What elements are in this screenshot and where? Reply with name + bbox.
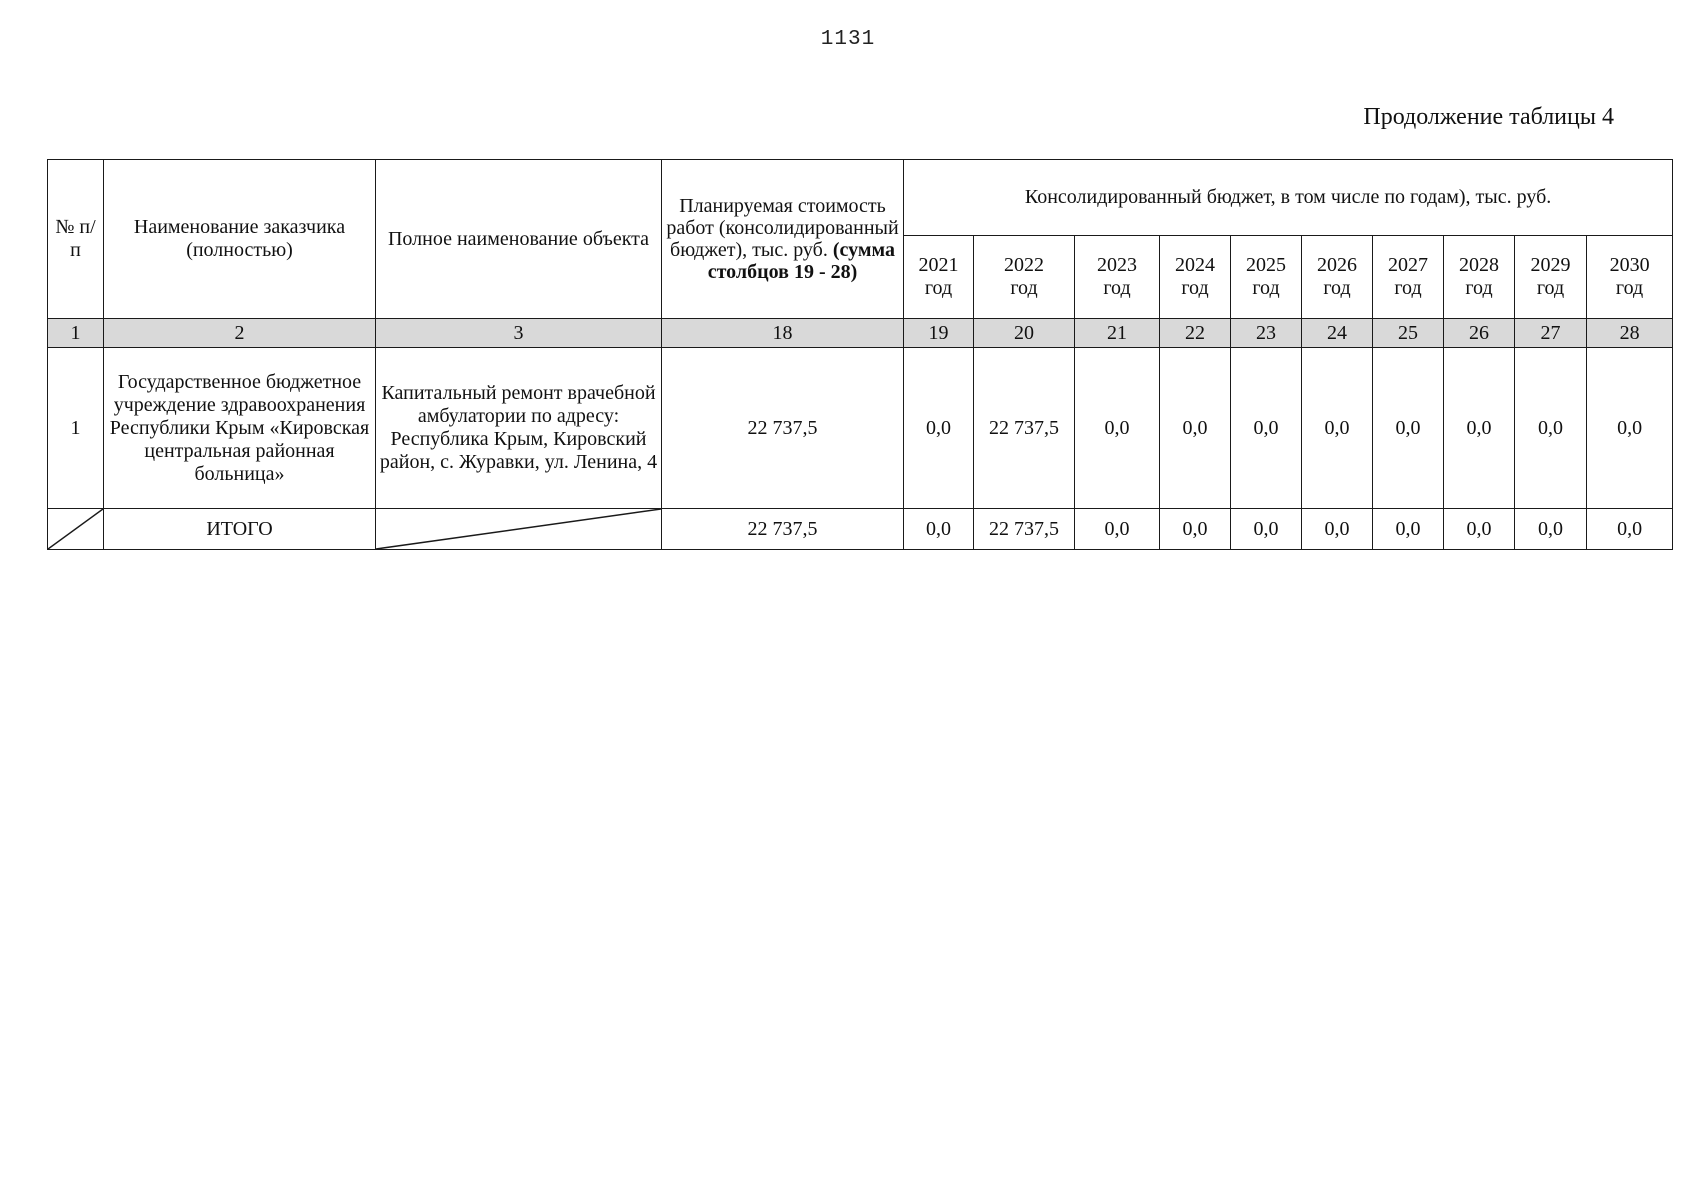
column-number: 20 (974, 319, 1075, 348)
column-number: 25 (1373, 319, 1444, 348)
header-year: 2027 год (1373, 236, 1444, 319)
column-number: 19 (904, 319, 974, 348)
budget-table (47, 159, 1673, 550)
total-year-value: 0,0 (1075, 509, 1160, 550)
total-year-value: 0,0 (1444, 509, 1515, 550)
header-year: 2028 год (1444, 236, 1515, 319)
column-number: 22 (1160, 319, 1231, 348)
total-year-value: 0,0 (1587, 509, 1673, 550)
header-year: 2023 год (1075, 236, 1160, 319)
row-year-value: 0,0 (1444, 348, 1515, 509)
header-planned-cost (662, 160, 904, 319)
column-number: 3 (376, 319, 662, 348)
column-number: 1 (48, 319, 104, 348)
column-number: 26 (1444, 319, 1515, 348)
row-year-value: 0,0 (1373, 348, 1444, 509)
column-number: 2 (104, 319, 376, 348)
column-number: 27 (1515, 319, 1587, 348)
page-number: 1131 (820, 28, 876, 51)
row-year-value: 0,0 (904, 348, 974, 509)
total-crossed-cell (376, 509, 662, 550)
total-year-value: 0,0 (1515, 509, 1587, 550)
header-year: 2026 год (1302, 236, 1373, 319)
total-year-value: 0,0 (1373, 509, 1444, 550)
column-number: 21 (1075, 319, 1160, 348)
header-planned-cost-text: Планируемая стоимость работ (консолидированный бюджет), тыс. руб. (666, 195, 899, 261)
row-year-value: 0,0 (1302, 348, 1373, 509)
column-number: 24 (1302, 319, 1373, 348)
table-row (48, 348, 1673, 509)
table-continuation-label: Продолжение таблицы 4 (1363, 104, 1614, 130)
total-row (48, 509, 1673, 550)
row-year-value: 0,0 (1587, 348, 1673, 509)
header-year: 2029 год (1515, 236, 1587, 319)
total-year-value: 0,0 (1160, 509, 1231, 550)
header-year: 2021 год (904, 236, 974, 319)
row-year-value: 0,0 (1231, 348, 1302, 509)
header-year: 2030 год (1587, 236, 1673, 319)
total-label: ИТОГО (104, 509, 376, 550)
row-year-value: 22 737,5 (974, 348, 1075, 509)
total-year-value: 0,0 (1231, 509, 1302, 550)
header-planned-cost-sum-note: (сумма столбцов 19 - 28) (707, 239, 895, 283)
row-year-value: 0,0 (1515, 348, 1587, 509)
total-year-value: 0,0 (1302, 509, 1373, 550)
header-year: 2022 год (974, 236, 1075, 319)
total-year-value: 22 737,5 (974, 509, 1075, 550)
total-crossed-cell (48, 509, 104, 550)
diagonal-line (48, 509, 103, 549)
total-planned-cost: 22 737,5 (662, 509, 904, 550)
header-customer: Наименование заказчика (полностью) (104, 160, 376, 319)
column-number: 18 (662, 319, 904, 348)
row-object: Капитальный ремонт врачебной амбулатории по адресу: Республика Крым, Кировский район, с. Журавки, ул. Ленина, 4 (376, 348, 662, 509)
row-planned-cost: 22 737,5 (662, 348, 904, 509)
row-num: 1 (48, 348, 104, 509)
header-row (48, 160, 1673, 236)
total-year-value: 0,0 (904, 509, 974, 550)
header-num: № п/п (48, 160, 104, 319)
row-year-value: 0,0 (1075, 348, 1160, 509)
column-number: 23 (1231, 319, 1302, 348)
header-object: Полное наименование объекта (376, 160, 662, 319)
header-year: 2025 год (1231, 236, 1302, 319)
row-year-value: 0,0 (1160, 348, 1231, 509)
header-budget-group: Консолидированный бюджет, в том числе по годам), тыс. руб. (904, 160, 1673, 236)
column-number: 28 (1587, 319, 1673, 348)
diagonal-line (376, 509, 661, 549)
header-year: 2024 год (1160, 236, 1231, 319)
row-customer: Государственное бюджетное учреждение здравоохранения Республики Крым «Кировская центральная районная больница» (104, 348, 376, 509)
column-numbers-row (48, 319, 1673, 348)
